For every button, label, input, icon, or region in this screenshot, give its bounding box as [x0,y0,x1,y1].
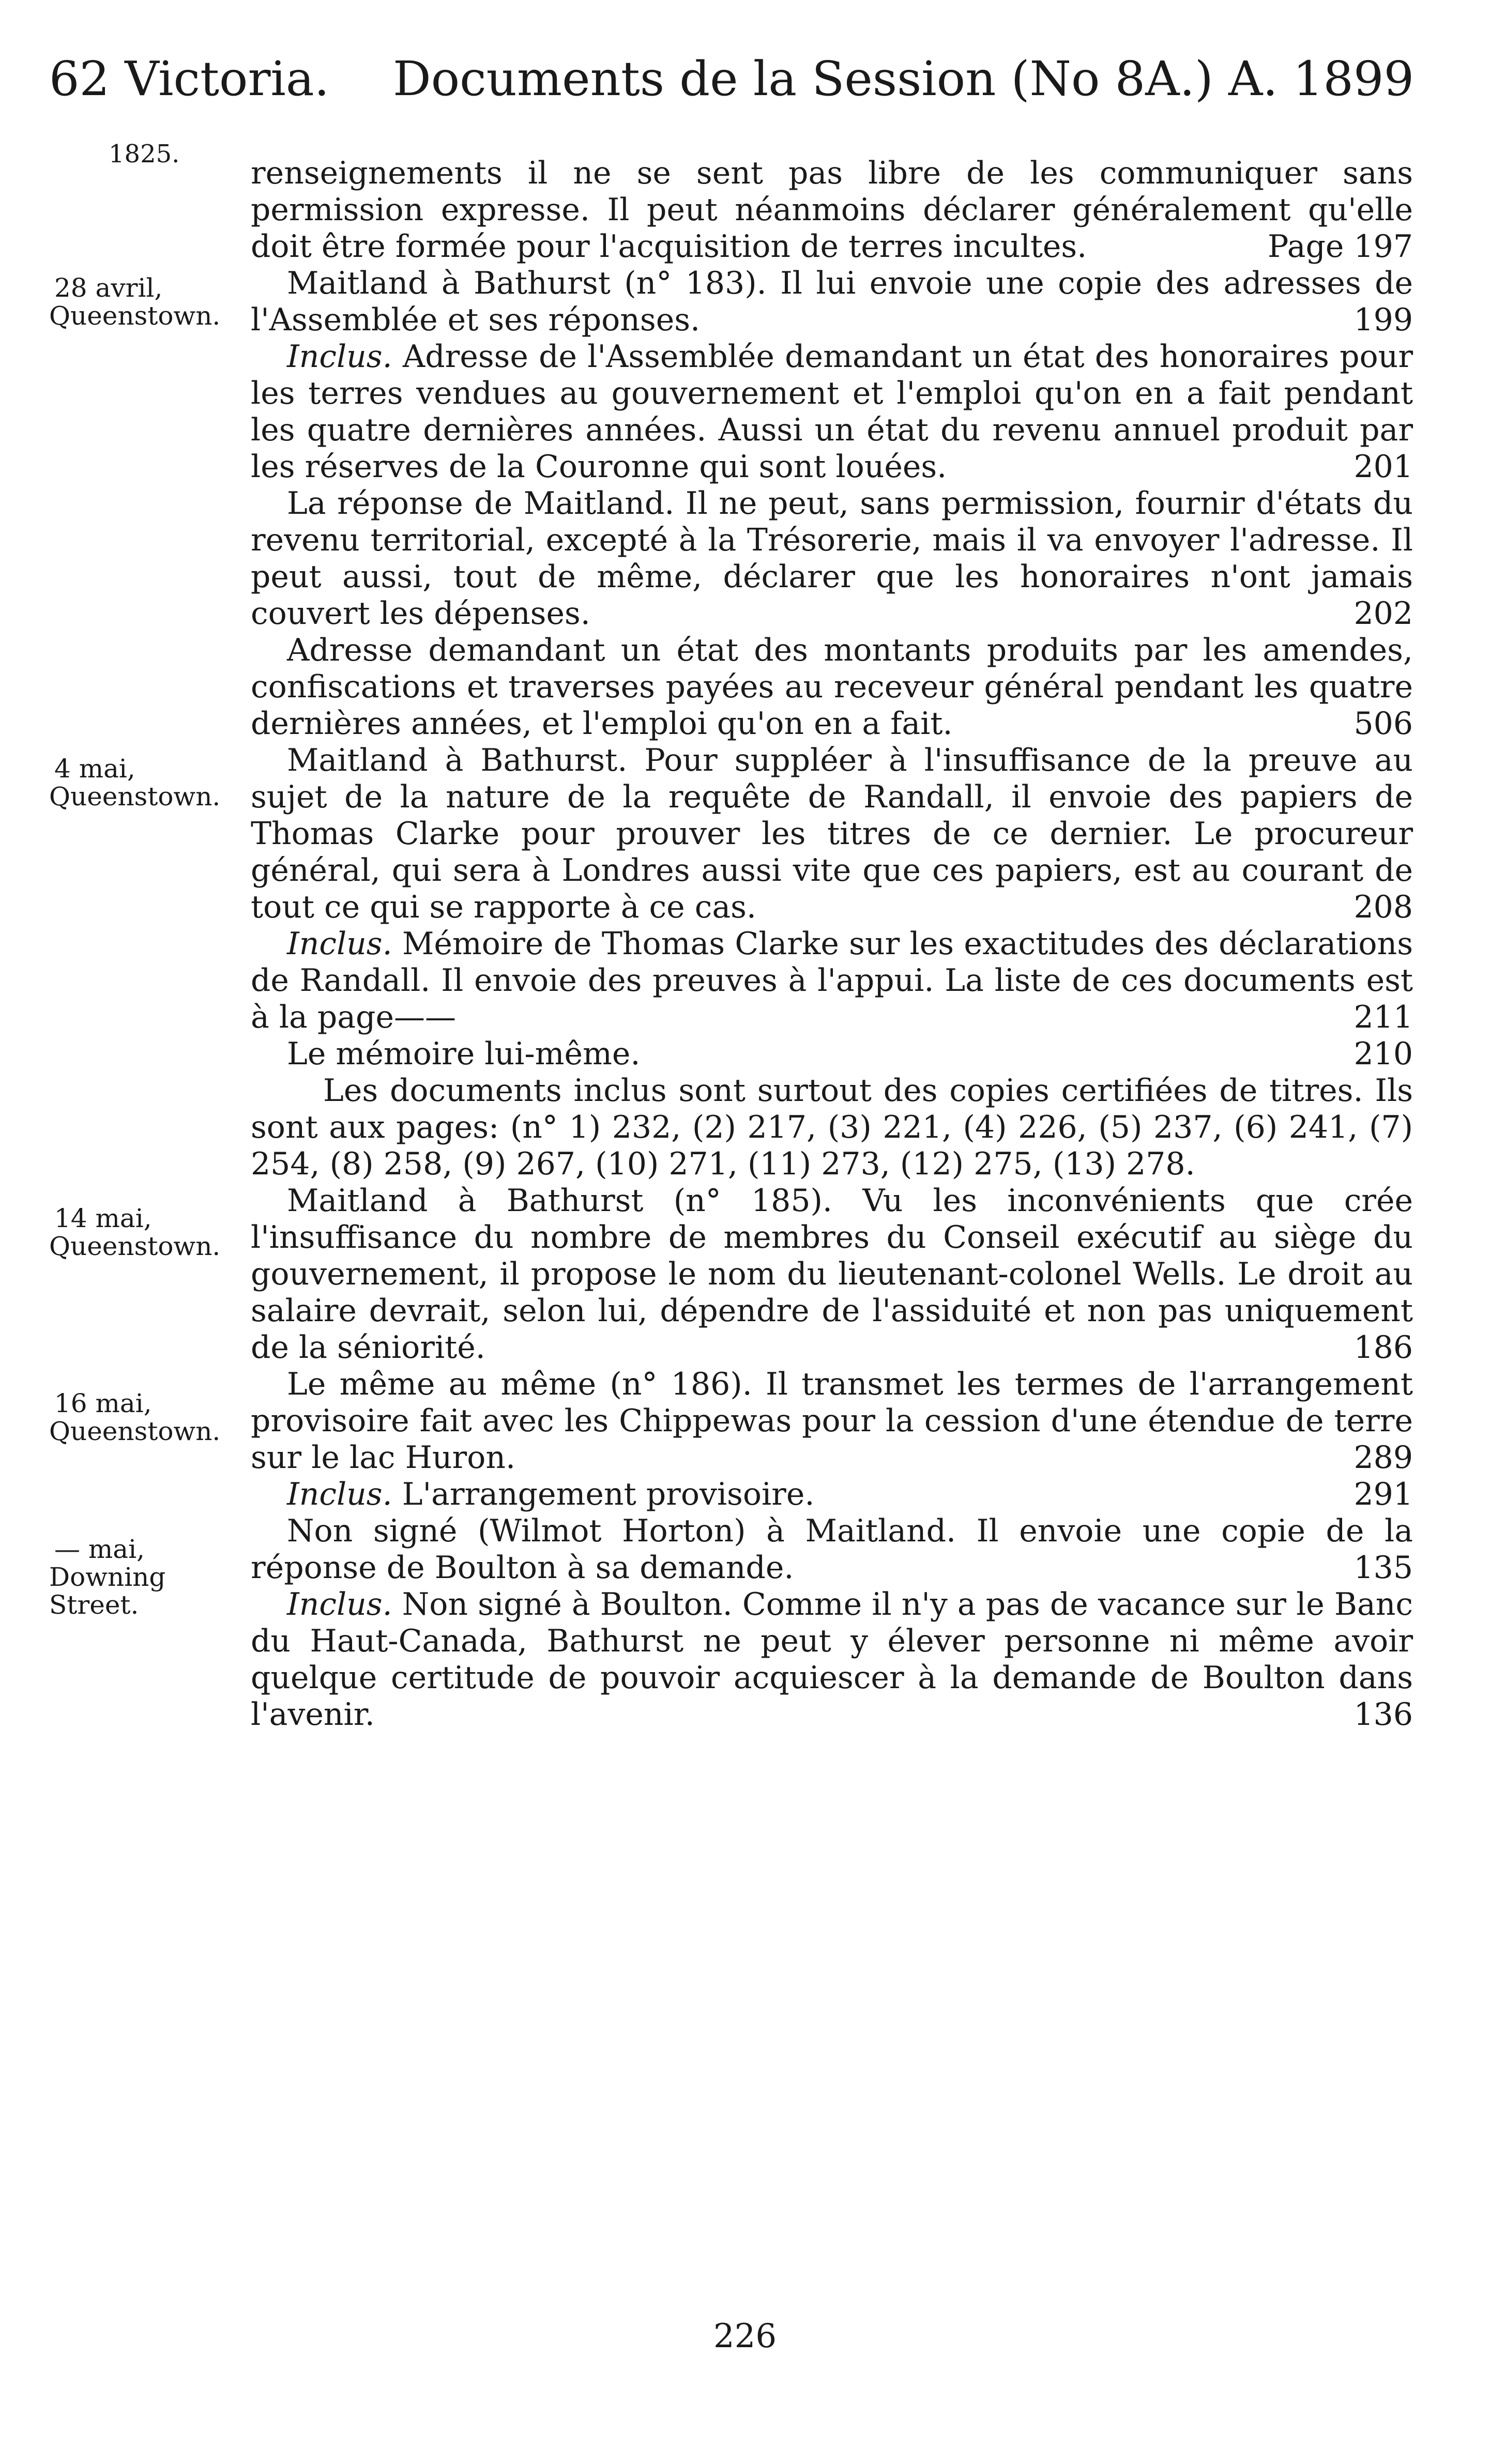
inclus-label: Inclus. [287,1476,392,1512]
margin-date-day: 28 avril, [54,273,163,303]
page-ref: 186 [1354,1329,1413,1366]
margin-date-day: 14 mai, [54,1203,152,1233]
entry-paragraph [251,339,1413,485]
margin-date-day: — mai, [54,1534,145,1564]
page-ref: 210 [1354,1036,1413,1072]
entry-text: Adresse de l'Assemblée demandant un état des honoraires pour les terres vendues au gouvernement et l'emploi qu'on en a fait pendant les quatre dernières années. Aussi un état du revenu annuel produit par les réserves de la Couronne qui sont louées. [251,339,1413,485]
entry-text: Les documents inclus sont surtout des copies certifiées de titres. Ils sont aux pages: (n° 1) 232, (2) 217, (3) 221, (4) 226, (5) 237, (6) 241, (7) 254, (8) 258, (9) 267, (10) 271, (11) 273, (12) 275, (13) 278. [251,1073,1413,1182]
entry-paragraph [251,1036,1413,1073]
margin-date [49,755,240,810]
header-center: Documents de la Session (No 8A.) [393,51,1213,106]
page-ref: 135 [1354,1550,1413,1586]
entry-paragraph [251,1366,1413,1476]
entry-paragraph [251,155,1413,265]
header-right: A. 1899 [1228,51,1414,106]
entry-text: Maitland à Bathurst (n° 183). Il lui envoie une copie des adresses de l'Assemblée et ses réponses. [251,265,1413,338]
entry-text: Mémoire de Thomas Clarke sur les exactitudes des déclarations de Randall. Il envoie des preuves à l'appui. La liste de ces documents est à la page—— [251,926,1413,1035]
entry-paragraph [251,1073,1413,1183]
margin-date [49,1535,240,1619]
page-number: 226 [713,2317,777,2355]
entry-paragraph [251,1513,1413,1586]
body-text [251,155,1413,1733]
entry-text: La réponse de Maitland. Il ne peut, sans permission, fournir d'états du revenu territorial, excepté à la Trésorerie, mais il va envoyer l'adresse. Il peut aussi, tout de même, déclarer que les honoraires n'ont jamais couvert les dépenses. [251,485,1413,632]
margin-date-place: Queenstown. [49,782,221,812]
entry-text: Non signé (Wilmot Horton) à Maitland. Il envoie une copie de la réponse de Boulton à sa demande. [251,1513,1413,1586]
margin-year: 1825. [109,140,180,169]
entry-paragraph [251,742,1413,926]
margin-date-place: Downing [49,1562,166,1592]
page-ref: Page 197 [1268,228,1413,265]
running-header [49,45,1414,113]
entry-text: Adresse demandant un état des montants produits par les amendes, confiscations et traverses payées au receveur général pendant les quatre dernières années, et l'emploi qu'on en a fait. [251,632,1413,742]
entry-paragraph [251,485,1413,632]
entry-paragraph [251,1476,1413,1513]
entry-text: Maitland à Bathurst. Pour suppléer à l'insuffisance de la preuve au sujet de la nature de la requête de Randall, il envoie des papiers de Thomas Clarke pour prouver les titres de ce dernier. Le procureur général, qui sera à Londres aussi vite que ces papiers, est au courant de tout ce qui se rapporte à ce cas. [251,742,1413,925]
entry-text: Le mémoire lui-même. [287,1036,641,1072]
page-ref: 201 [1354,449,1413,485]
page-ref: 136 [1354,1696,1413,1733]
page-ref: 211 [1354,999,1413,1035]
entry-paragraph [251,926,1413,1036]
margin-date-place-2: Street. [49,1590,139,1620]
entry-text: Maitland à Bathurst (n° 185). Vu les inconvénients que crée l'insuffisance du nombre de membres du Conseil exécutif au siège du gouvernement, il propose le nom du lieutenant-colonel Wells. Le droit au salaire devrait, selon lui, dépendre de l'assiduité et non pas uniquement de la séniorité. [251,1183,1413,1366]
page-ref: 506 [1354,706,1413,742]
inclus-label: Inclus. [287,926,392,962]
page-ref: 289 [1354,1440,1413,1476]
margin-date-place: Queenstown. [49,1416,221,1446]
margin-date-place: Queenstown. [49,301,221,331]
header-left: 62 Victoria. [49,51,329,106]
inclus-label: Inclus. [287,339,392,375]
page-ref: 199 [1354,302,1413,338]
margin-date-day: 4 mai, [54,754,135,784]
inclus-label: Inclus. [287,1586,392,1623]
entry-text: renseignements il ne se sent pas libre de les communiquer sans permission expresse. Il peut néanmoins déclarer généralement qu'elle doit être formée pour l'acquisition de terres incultes. [251,155,1413,265]
page-ref: 291 [1354,1476,1413,1512]
margin-date-place: Queenstown. [49,1231,221,1261]
entry-text: L'arrangement provisoire. [392,1476,815,1512]
entry-text: Le même au même (n° 186). Il transmet les termes de l'arrangement provisoire fait avec les Chippewas pour la cession d'une étendue de terre sur le lac Huron. [251,1366,1413,1476]
entry-paragraph [251,1586,1413,1733]
margin-date [49,1389,240,1445]
margin-date [49,1204,240,1260]
page-ref: 202 [1354,595,1413,632]
entry-paragraph [251,1183,1413,1366]
margin-date [49,274,240,330]
entry-paragraph [251,265,1413,339]
page-ref: 208 [1354,889,1413,925]
entry-text: Non signé à Boulton. Comme il n'y a pas de vacance sur le Banc du Haut-Canada, Bathurst ne peut y élever personne ni même avoir quelque certitude de pouvoir acquiescer à la demande de Boulton dans l'avenir. [251,1586,1413,1733]
margin-date-day: 16 mai, [54,1388,152,1418]
entry-paragraph [251,632,1413,742]
